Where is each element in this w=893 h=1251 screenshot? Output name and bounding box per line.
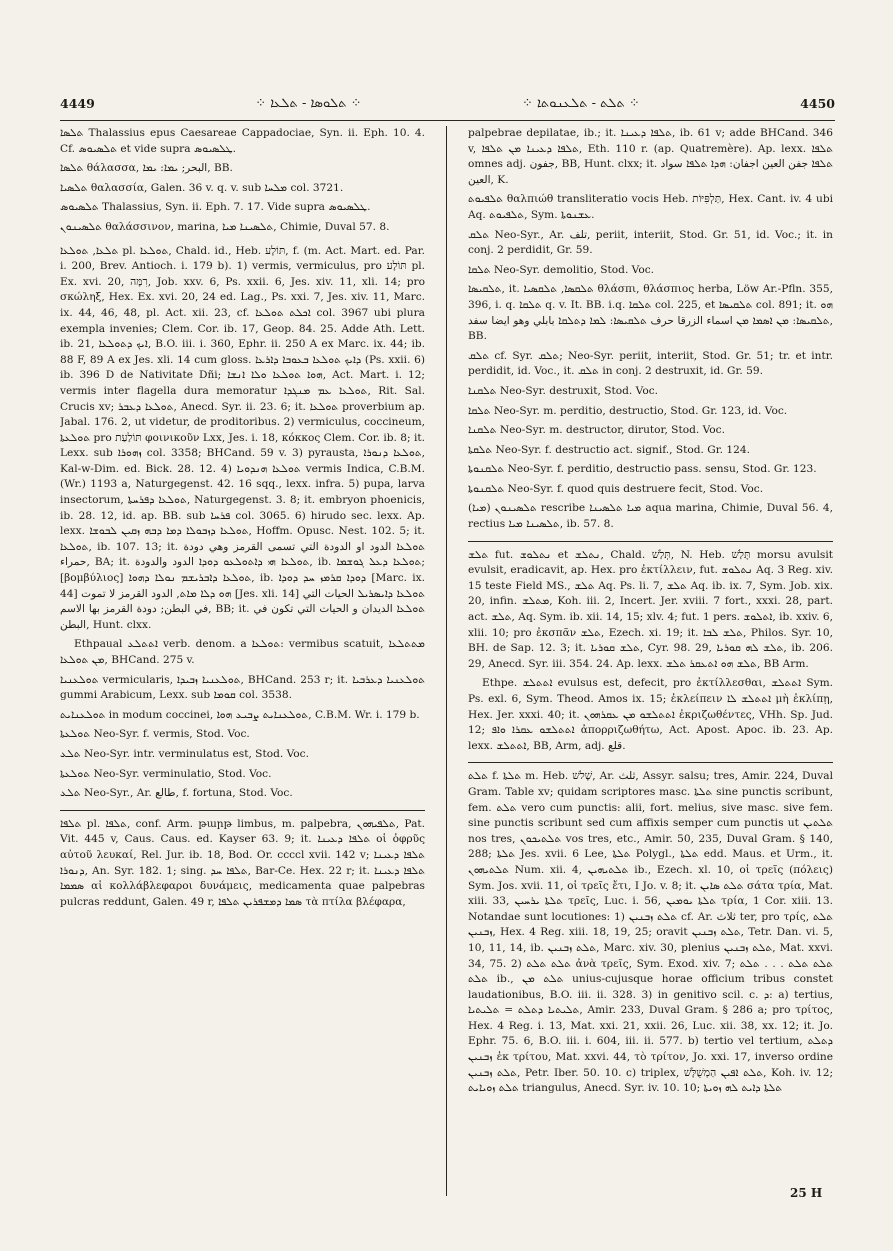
right-running-title: ⁘ ܬܠܬ - ܬܠܥܢܘܬܐ ⁘ <box>521 95 640 111</box>
entry-neo-syr-verminulatio: ܬܘܠܥܬܐ Neo-Syr. verminulatio, Stod. Voc. <box>60 767 272 780</box>
entry-palpebra: ܬܠܦܐ pl. ܬܠܦܐ, conf. Arm. թարթ limbus, m. palpebra, ܬܠܦܝܗܘܢ, Pat. Vit. 445 v, Caus. Caus. ed. Kayser 63. 9; it. ܬܠܦܐ ܕܥܝܢܐ οἱ ὀφρῦς αὐτοῦ λευκαί, Rel. Jur. ib. 18, Bod. Or. ccccl xvii. 142 v; ܬܠܦܐ ܕܥܝܢܐ ܕܢܘܪܐ, An. Syr. 182. 1; sing. ܬܠܦܐ ܚܕ, Bar-Ce. Hex. 22 r; it. ܬܠܦܐ ܕܥܝܢܐ ܣܡܡܐ αἱ κολλάβλεφαροι δυνάμεις, medicamenta quae palpebras pulcras reddunt, Galen. 49 r, ܣܡܐ ܕܡܫܦܪܝܢ ܬܠܦܐ τὰ πτίλα βλέφαρα, <box>60 817 425 908</box>
column-divider <box>446 126 447 1196</box>
section-rule <box>468 541 833 542</box>
entry-destruxit: ܬܠܩܢܐ Neo-Syr. destruxit, Stod. Voc. <box>468 384 658 397</box>
left-page-number: 4449 <box>60 95 95 111</box>
entry-ethpaual: Ethpaual ܐܬܬܠܥ verb. denom. a ܬܘܠܥܐ: vermibus scatuit, ܡܬܬܠܥܐ ܡܢ ܬܘܠܥܐ, BHCand. 275 v. <box>60 638 425 666</box>
left-running-title: ⁘ ܬܠܘܣܐ - ܬܠܥܐ ⁘ <box>255 95 362 111</box>
entry-thalassinon: ܬܠܣܝܢܘܢ θαλάσσινον, marina, ܬܠܣܝܢܐ ܡܝܐ, Chimie, Duval 57. 8. <box>60 220 390 233</box>
entry-neo-syr-vermis: ܬܘܠܥܬܐ Neo-Syr. f. vermis, Stod. Voc. <box>60 728 250 741</box>
entry-periit: ܬܠܩ Neo-Syr., Ar. تلف, periit, interiit, Stod. Gr. 51, id. Voc.; it. in conj. 2 perdidit, Gr. 59. <box>468 228 833 257</box>
signature-mark: 25 H <box>790 1186 823 1200</box>
entry-in-modum-coccinei: ܬܘܠܥܢܐܝܬ in modum coccinei, ܬܘܠܥܢܐܝܬ ܨܒܝܥ ܗܘܐ, C.B.M. Wr. i. 179 b. <box>60 708 420 721</box>
entry-demolitio: ܬܠܩܐ Neo-Syr. demolitio, Stod. Voc. <box>468 263 655 276</box>
section-rule <box>468 762 833 763</box>
entry-vermicularis: ܬܘܠܥܢܝܐ vermicularis, ܬܘܠܥܢܝܐ ܙܒܝܕܐ, BHCand. 253 r; it. ܬܘܠܥܢܝܐ ܕܥܪܒܝܐ gummi Arabicum, Lexx. sub ܩܘܡܐ col. 3538. <box>60 673 425 702</box>
entry-neo-syr-periit: ܬܠܩ cf. Syr. ܬܠܩ; Neo-Syr. periit, interiit, Stod. Gr. 51; tr. et intr. perdidit, id. Voc., it. ܬܠܩ in conj. 2 destruxit, id. Gr. 59. <box>468 349 833 378</box>
entry-thalassius: ܬܠܣܐ Thalassius epus Caesareae Cappadociae, Syn. ii. Eph. 10. 4. Cf. ܬܠܣܝܘܣ et vide supra ܛܠܣܝܘܣ. <box>60 127 425 155</box>
entry-tulaa-vermis: ܬܠܥܐ, ܬܘܠܥܐ pl. ܬܘܠܥܐ, Chald. id., Heb. תּוֹלָע, f. (m. Act. Mart. ed. Par. i. 200, Brev. Antioch. i. 179 b). 1) vermis, vermiculus, pro תּוֹלָע pl. Ex. xvi. 20, רִמָּה, Job. xxv. 6, Ps. xxii. 6, Jes. xiv. 11, xli. 14; pro σκώληξ, Hex. Ex. xvi. 20, 24 ed. Lag., Ps. xxi. 7, Jes. xiv. 11, Marc. ix. 44, 46, 48, pl. Act. xii. 23, cf. ܐܟܠܬ ܬܘܠܥܐ col. 3967 ubi plura exempla invenies; Clem. Cor. ib. 17, Geop. 84. 25. Adde Ath. Lett. ib. 21, ܐܝܟ ܕܬܘܠܥܐ, B.O. iii. i. 360, Ephr. ii. 250 A ex Marc. ix. 44; ib. 88 F, 89 A ex Jes. xli. 14 cum gloss. ܕܐܝܟ ܬܘܠܥܐ ܒܥܘܒܐ ܕܐܪܥܐ (Ps. xxii. 6) ib. 396 D de Nativitate Dñi; ܗܘܐ ܬܘܠܥܐ ܘܠܐ ܐܢܫܐ, Act. Mart. i. 12; vermis inter flagella dura memoratur ܬܘܠܥܐ ܥܡ ܡܢܓܕܐ, Rit. Sal. Crucis xv; ܬܘܠܥܐ ܕܥܒܪ, Anecd. Syr. ii. 23. 6; it. ܬܘܠܥܐ proverbium ap. Jabal. 176. 2, ut videtur, de proditoribus. 2) vermiculus, coccineum, ܬܘܠܥܬܐ pro תּוֹלַעַת φοινικοῦν Lxx, Jes. i. 18, κόκκος Clem. Cor. ib. 8; it. Lexx. sub ܙܗܘܪܐ col. 3358; BHCand. 59 v. 3) pyrausta, ܬܘܠܥܐ ܕܢܘܪܐ, Kal-w-Dim. ed. Bick. 28. 12. 4) ܬܘܠܥܐ ܗܢܕܘܝܐ vermis Indica, C.B.M. (Wr.) 1193 a, Naturgegenst. 42. 16 sqq., lexx. infra. 5) pupa, larva insectorum, ܬܘܠܥܐ ܕܦܪܚܬܐ, Naturgegenst. 3. 8; it. embryon phoenicis, ib. 28. 12, id. ap. BB. sub ܦܪܚܐ col. 3065. 6) hirudo sec. lexx. Ap. lexx. ܬܘܠܥܐ ܕܙܒܘܠܐ ܕܡܐ ܕܒܗ ܙܩܝܢ ܠܒܘܫܐ, Hoffm. Opusc. Nest. 102. 5; it. ܬܘܠܥܐ, ib. 107. 13; it. ܬܘܠܥܐ الدود او الدودة التي تسمى القرمز وهي دودة حمراء, BA; it. ܬܘܠܥܐ ܗܝ ܕܐܬܘܠܥܘ ܕܘܕܐ الدود والدودة, ib. ܬܘܠܥܐ ܕܥܠ ܓܘܫܡܐ; [βομβύλιος] ܬܘܠܥܐ ܕܐܒܪܝܫܡ ܢܘܠܐ ܕܗܘܐ, ib. ܕܘܕܐ ܩܪܡܙ ܚܕ ܕܘܕܐ [Marc. ix. 44] ܗܘ ܕܠܐ ܡܐܬ, الدود القرمز لا تموت [Jes. xli. 14] ܬܘܠܥܐ ܕܐܝܣܪܝܠ الحيات التي في البطن; دودة القرمز بها الاسم, BB; it. ܬܘܠܥܐ الديدان و الحيات التي تكون في البطن, Hunt. clxx. <box>60 244 425 631</box>
entry-destructio-act: ܬܠܩܬܐ Neo-Syr. f. destructio act. signif., Stod. Gr. 124. <box>468 443 750 456</box>
entry-ethpe: Ethpe. ܐܬܬܠܫ evulsus est, defecit, pro ἐκτίλλεσθαι, ܐܬܬܠܫ Sym. Ps. exl. 6, Sym. Theod. Amos ix. 15; ἐκλείπειν ܐܬܬܠܫ ܠܐ μὴ ἐκλίπῃ, Hex. Jer. xxxi. 40; it. ܐܬܬܠܫܘ ܡܢ ܥܩܪܗܘܢ ἐκριζωθέντες, VHh. Sp. Jud. 12; ܐܬܬܠܫܘ ܥܩܪܐ ܘܐܦ ἀπορριζωθήτω, Act. Apost. Apoc. ib. 23. Ap. lexx. ܐܬܬܠܫ, BB, Arm, adj. قلع. <box>468 677 833 752</box>
header-rule <box>60 120 835 121</box>
right-column <box>468 126 833 1201</box>
entry-thalassia: ܬܠܣܝܐ θαλασσία, Galen. 36 v. q. v. sub ܡܠܚܐ col. 3721. <box>60 181 344 194</box>
entry-thalassa: ܬܠܣܐ θάλασσα, البحر; ܝܡܐ: ܝܡܐ, BB. <box>60 162 233 175</box>
entry-tres: ܬܠܬ f. ܬܠܬܐ m. Heb. שָׁלשׁ, Ar. ثلث, Assyr. salsu; tres, Amir. 224, Duval Gram. Table xv; quidam scriptores masc. ܬܠܬܐ sine punctis scribunt, fem. ܬܠܬ vero cum punctis: alii, fort. melius, sive masc. sive fem. sine punctis scribunt sed cum affixis semper cum punctis ut ܬܠܬܝܢ nos tres, ܬܠܬܝܟܘܢ vos tres, etc., Amir. 50, 235, Duval Gram. § 140, 288; ܬܠܬܐ Jes. xvii. 6 Lee, ܬܠܬܐ Polygl., ܬܠܬܐ edd. Maus. et Urm., it. ܬܠܬܝܗܘܢ Num. xii. 4, ܬܠܬܝܗܝܢ ib., Ezech. xl. 10, οἱ τρεῖς (πόλεις) Sym. Jos. xvii. 11, οἱ τρεῖς ἔτι, I Jo. v. 8; it. ܬܠܬ ܣܐܝܢ σάτα τρία, Mat. xiii. 33, ܬܠܬܐ ܝܪܚܝܢ τρεῖς, Luc. i. 56, ܬܠܬܐ ܝܘܡܝܢ τρία, 1 Cor. xiii. 13. Notandae sunt locutiones: 1) ܬܠܬ ܙܒܢܝܢ cf. Ar. ثلاث ter, pro τρίς, ܬܠܬ ܙܒܢܝܢ, Hex. 4 Reg. xiii. 18, 19, 25; oravit ܬܠܬ ܙܒܢܝܢ, Tetr. Dan. vi. 5, 10, 11, 14, ib. ܬܠܬ ܙܒܢܝܢ, Marc. xiv. 30, plenius ܬܠܬ ܙܒܢܝܢ, Mat. xxvi. 34, 75. 2) ܬܠܬ ܬܠܬ ἀνὰ τρεῖς, Sym. Exod. xiv. 7; ܬܠܬ ܬܠܬ . . . ܬܠܬ ܬܠܬ ib., ܬܠܬ ܡܢ unius-cujusque horae officium tribus constet laudationibus, B.O. iii. ii. 328. 3) in genitivo scil. c. ܕ: a) tertius, ܬܠܝܬܝܐ ܕܬܠܬ = ܬܠܝܬܝܐ, Amir. 233, Duval Gram. § 286 a; pro τρίτος, Hex. 4 Reg. i. 13, Mat. xxi. 21, xxii. 26, Luc. xii. 38, xx. 12; it. Jo. Ephr. 75. 6, B.O. iii. i. 604, iii. ii. 577. b) tertio vel tertium, ܕܬܠܬ ܙܒܢܝܢ ἐκ τρίτου, Mat. xxvi. 44, τὸ τρίτον, Jo. xxi. 17, inverso ordine ܬܠܬ ܙܒܢܝܢ, Petr. Iber. 50. 10. c) triplex, ܬܠܬ ܐܦܝܢ הַמְשֻׁלָּשׁ, Koh. iv. 12; ܬܠܬ ܙܘܝܐܝܬ triangulus, Anecd. Syr. iv. 10. 10; ܬܠܬܐ ܕܐܝܬ ܠܗ ܙܘܝܬܐ <box>468 770 833 1095</box>
entry-destructor: ܬܠܩܢܐ Neo-Syr. m. destructor, dirutor, Stod. Voc. <box>468 424 725 437</box>
entry-evulsit: ܬܠܫ fut. ܢܬܠܘܫ et ܢܬܠܫ, Chald. תְּלַשׁ, N. Heb. תָּלַשׁ morsu avulsit evulsit, eradicavit, ap. Hex. pro ἐκτίλλειν, fut. ܢܬܠܘܫ Aq. 3 Reg. xiv. 15 teste Field MS., ܬܠܫ Aq. Ps. li. 7, ܬܠܫ Aq. ib. ix. 7, Sym. Job. xix. 20, infin. ܡܬܠܫ, Koh. iii. 2, Incert. Jer. xviii. 7 fort., xxxi. 28, part. act. ܬܠܫ, Aq. Sym. ib. xii. 14, 15; xlv. 4; fut. 1 pers. ܐܬܠܘܫ, ib. xxiv. 6, xlii. 10; pro ἐκσπᾶν ܬܠܫ, Ezech. xi. 19; it. ܬܠܫ ܠܒܐ, Philos. Syr. 10, BH. de Sap. 12. 3; it. ܬܠܫ ܩܘܪܝܐ, Cyr. 98. 29, ܬܠܫ ܠܗ ܩܘܪܝܐ, ib. 206. 29, Anecd. Syr. iii. 354. 24. Ap. lexx. ܬܠܫ ܗܘ ܐܬܥܩܪ ܬܠܫ, BB Arm. <box>468 548 833 670</box>
entry-perditio: ܬܠܩܐ Neo-Syr. m. perditio, destructio, Stod. Gr. 123, id. Voc. <box>468 404 788 417</box>
entry-aqua-marina: (ܡܝܐ) ܬܠܣܝܢܘܢ rescribe ܡܝܐ ܬܠܣܝܢܐ aqua marina, Chimie, Duval 56. 4, rectius ܬܠܣܝܢܐ ܡܝܐ, ib. 57. 8. <box>468 502 833 531</box>
entry-neo-syr-verminulatus: ܬܠܥ Neo-Syr. intr. verminulatus est, Stod. Voc. <box>60 747 309 760</box>
page-header <box>60 92 835 114</box>
entry-thlaspi: ܬܠܩܝܣܐ, it. ܬܠܩܣܐ, ܬܠܩܣܝܐ θλάσπι, θλάσπιος herba, Löw Ar.-Pfln. 355, 396, i. q. ܬܠܩܐ q. v. It. BB. i.q. ܬܠܩܐ col. 225, et ܬܠܩܝܣܐ col. 891; it. ܗܘ ܬܠܩܝܣܐ: ܡܢ ܐܣܡܐ ܡܢ اسماء الزرقا حرف ܬܠܩܝܣܐ: ܠܡܐ ܕܬܠܩܐ بابلي وهو ايضا سفد, BB. <box>468 283 833 343</box>
entry-palpebrae-cont: palpebrae depilatae, ib.; it. ܬܠܦܐ ܕܥܝܢܐ, ib. 61 v; adde BHCand. 346 v, ܬܠܦܐ ܕܥܝܢܐ ܡܢ ܬܠܦܐ, Eth. 110 r. (ap. Quatremère). Ap. lexx. ܬܠܦܐ omnes adj. جفون, BB, Hunt. clxx; it. ܬܠܦܐ جفن العين اجفان: ܗܕܐ ܬܠܦܐ سواد العين, K. <box>468 127 833 186</box>
entry-destructio-pass: ܬܠܩܢܘܬܐ Neo-Syr. f. perditio, destructio pass. sensu, Stod. Gr. 123. <box>468 463 817 476</box>
section-rule <box>60 810 425 811</box>
entry-thalpioth: ܬܠܦܝܘܬ θαλπιώθ transliteratio vocis Heb. תַּלְפִּיּוֹת, Hex. Cant. iv. 4 ubi Aq. ܬܠܦܝܘܬ, Sym. ܥܫܢܘܬܐ. <box>468 193 833 221</box>
entry-destruere-fecit: ܬܠܩܢܘܬܐ Neo-Syr. f. quod quis destruere fecit, Stod. Voc. <box>468 482 764 495</box>
left-column <box>60 126 425 1201</box>
right-page-number: 4450 <box>800 95 835 111</box>
entry-fortuna: ܬܠܥ Neo-Syr., Ar. طالع, f. fortuna, Stod. Voc. <box>60 787 293 800</box>
entry-thalassius-syn: ܬܠܣܝܘܣ Thalassius, Syn. ii. Eph. 7. 17. Vide supra ܛܠܣܝܘܣ. <box>60 201 371 214</box>
